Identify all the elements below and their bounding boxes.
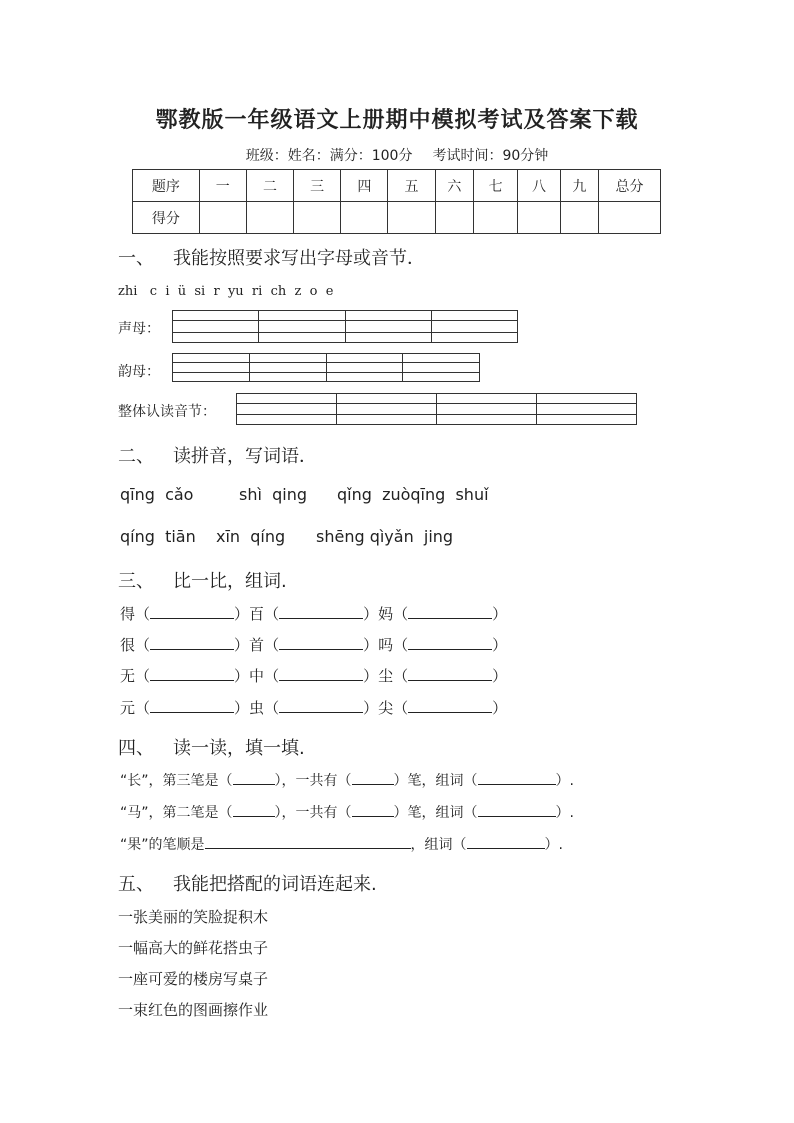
section-title: 读拼音，写词语．	[173, 446, 317, 467]
score-header-cell: 三	[294, 170, 341, 202]
word-char: 虫	[249, 699, 265, 717]
word-char: 尖	[378, 699, 394, 717]
score-cell[interactable]	[388, 202, 435, 234]
score-table-score-row	[133, 202, 661, 234]
score-row-label: 得分	[133, 202, 200, 234]
answer-blank[interactable]	[478, 802, 556, 817]
word-char: 尘	[378, 667, 394, 685]
section-number: 四、	[118, 738, 154, 759]
question-text: ）笔，组词（	[393, 773, 478, 789]
answer-blank[interactable]	[408, 604, 492, 619]
stroke-question-3	[120, 834, 563, 854]
word-char: 吗	[378, 636, 394, 654]
word-char: 百	[249, 605, 265, 623]
question-text: ），一共有（	[274, 773, 352, 789]
question-text: ），一共有（	[274, 805, 352, 821]
word-char: 很	[120, 636, 136, 654]
score-header-cell: 四	[341, 170, 388, 202]
section-number: 三、	[118, 571, 154, 592]
word-row: 很（ ）首（ ）吗（ ）	[120, 636, 508, 654]
pinyin-item: shēng qìyǎn jing	[316, 527, 454, 546]
score-header-cell: 五	[388, 170, 435, 202]
shengmu-writing-grid[interactable]	[172, 310, 518, 343]
word-char: 妈	[378, 605, 394, 623]
answer-blank[interactable]	[279, 635, 363, 650]
question-text: ）.	[555, 773, 574, 789]
section-number: 五、	[118, 874, 154, 895]
zhengti-label: 整体认读音节：	[118, 404, 216, 420]
score-header-cell: 总分	[599, 170, 661, 202]
score-cell[interactable]	[474, 202, 518, 234]
section-4-heading	[118, 734, 305, 760]
pinyin-item: shì qing	[239, 485, 307, 504]
match-line: 一张美丽的笑脸捉积木	[118, 908, 269, 926]
answer-blank[interactable]	[233, 802, 275, 817]
word-row: 得（ ）百（ ）妈（ ）	[120, 605, 508, 623]
answer-blank[interactable]	[478, 770, 556, 785]
score-cell[interactable]	[199, 202, 246, 234]
answer-blank[interactable]	[205, 834, 411, 849]
answer-blank[interactable]	[150, 604, 234, 619]
answer-blank[interactable]	[408, 698, 492, 713]
question-text: “马”，第二笔是（	[120, 805, 233, 821]
score-header-cell: 八	[518, 170, 560, 202]
question-text: “果”的笔顺是	[120, 837, 205, 853]
answer-blank[interactable]	[150, 635, 234, 650]
answer-blank[interactable]	[150, 666, 234, 681]
exam-info	[0, 145, 794, 165]
match-line: 一幅高大的鲜花搭虫子	[118, 939, 269, 957]
score-header-cell: 题序	[133, 170, 200, 202]
score-cell[interactable]	[294, 202, 341, 234]
pinyin-item: xīn qíng	[216, 527, 286, 546]
answer-blank[interactable]	[408, 635, 492, 650]
question-text: ）笔，组词（	[393, 805, 478, 821]
stroke-question-1	[120, 770, 574, 790]
question-text: ，组词（	[410, 837, 467, 853]
score-header-cell: 九	[560, 170, 598, 202]
answer-blank[interactable]	[233, 770, 275, 785]
score-cell[interactable]	[599, 202, 661, 234]
score-cell[interactable]	[518, 202, 560, 234]
score-table-header-row	[133, 170, 661, 202]
pinyin-line-2	[120, 527, 453, 546]
answer-blank[interactable]	[279, 604, 363, 619]
answer-blank[interactable]	[408, 666, 492, 681]
word-char: 得	[120, 605, 136, 623]
section-1-heading	[118, 244, 425, 270]
exam-time-info: 考试时间：90分钟	[432, 148, 549, 164]
section-title: 我能按照要求写出字母或音节．	[173, 248, 425, 269]
score-header-cell: 一	[199, 170, 246, 202]
answer-blank[interactable]	[279, 666, 363, 681]
answer-blank[interactable]	[352, 770, 394, 785]
match-line: 一座可爱的楼房写桌子	[118, 970, 269, 988]
section-title: 读一读，填一填.	[173, 738, 305, 759]
score-cell[interactable]	[341, 202, 388, 234]
section-number: 二、	[118, 446, 154, 467]
section-5-heading	[118, 870, 377, 896]
match-line: 一束红色的图画擦作业	[118, 1001, 269, 1019]
score-header-cell: 二	[246, 170, 293, 202]
pinyin-item: qīng cǎo	[120, 485, 194, 504]
word-row: 无（ ）中（ ）尘（ ）	[120, 667, 508, 685]
page-title: 鄂教版一年级语文上册期中模拟考试及答案下载	[155, 107, 639, 133]
question-text: ）.	[555, 805, 574, 821]
letter-list: zhi c i ü si r yu ri ch z o e	[118, 284, 334, 299]
pinyin-item: qíng tiān	[120, 527, 196, 546]
section-number: 一、	[118, 248, 154, 269]
pinyin-item: qǐng zuòqīng shuǐ	[337, 485, 489, 504]
score-table	[132, 169, 661, 234]
word-char: 中	[249, 667, 265, 685]
score-header-cell: 六	[435, 170, 473, 202]
score-header-cell: 七	[474, 170, 518, 202]
stroke-question-2	[120, 802, 574, 822]
answer-blank[interactable]	[150, 698, 234, 713]
question-text: “长”，第三笔是（	[120, 773, 233, 789]
section-2-heading	[118, 442, 317, 468]
pinyin-line-1	[120, 485, 489, 504]
answer-blank[interactable]	[352, 802, 394, 817]
word-char: 首	[249, 636, 265, 654]
section-title: 比一比，组词.	[173, 571, 287, 592]
shengmu-label: 声母：	[118, 321, 160, 337]
class-name-score-info: 班级：姓名：满分：100分	[245, 148, 413, 164]
word-char: 无	[120, 667, 136, 685]
word-row: 元（ ）虫（ ）尖（ ）	[120, 699, 508, 717]
yunmu-writing-grid[interactable]	[172, 353, 480, 382]
yunmu-label: 韵母：	[118, 364, 160, 380]
word-char: 元	[120, 699, 136, 717]
score-cell[interactable]	[246, 202, 293, 234]
score-cell[interactable]	[560, 202, 598, 234]
score-cell[interactable]	[435, 202, 473, 234]
section-3-heading	[118, 567, 287, 593]
zhengti-writing-grid[interactable]	[236, 393, 637, 425]
answer-blank[interactable]	[279, 698, 363, 713]
section-title: 我能把搭配的词语连起来.	[173, 874, 377, 895]
question-text: ）.	[544, 837, 563, 853]
answer-blank[interactable]	[467, 834, 545, 849]
